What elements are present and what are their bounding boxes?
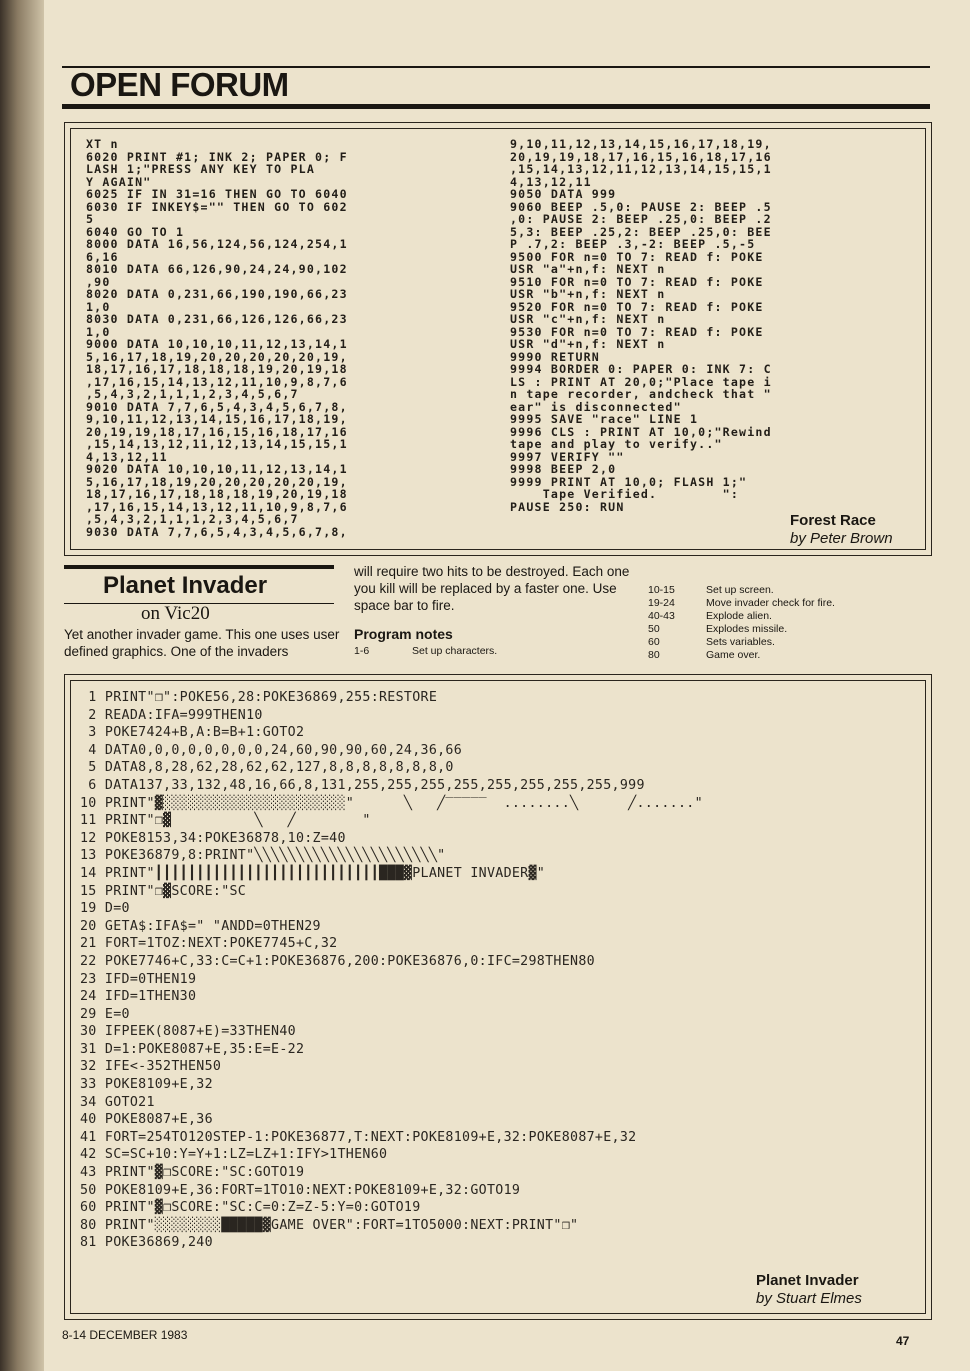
program-notes-left xyxy=(354,645,497,658)
planet-code-line: 42 SC=SC+10:Y=Y+1:LZ=LZ+1:IFY>1THEN60 xyxy=(80,1147,388,1163)
planet-code-line: 10 PRINT"▓░░░░░░░░░░░░░░░░░░░░░░" ╲ ╱‾‾‾‾‾ ........╲ ╱......." xyxy=(80,795,703,811)
program-notes-right xyxy=(648,584,835,662)
forest-code-line: 9998 BEEP 2,0 xyxy=(510,462,617,476)
forest-code-line: 9996 CLS : PRINT AT 10,0;"Rewind xyxy=(510,424,772,439)
forest-code-line: PAUSE 250: RUN xyxy=(510,499,625,514)
planet-code-line: 34 GOTO21 xyxy=(80,1094,155,1110)
forest-code-line: 9510 FOR n=0 TO 7: READ f: POKE xyxy=(510,274,764,289)
forest-code-line: ,5,4,3,2,1,1,1,2,3,4,5,6,7 xyxy=(86,512,299,526)
planet-code-line: 50 POKE8109+E,36:FORT=1TO10:NEXT:POKE8109+E,32:GOTO19 xyxy=(80,1182,521,1198)
forest-code-line: P .7,2: BEEP .3,-2: BEEP .5,-5 xyxy=(510,237,756,251)
planet-code-line: 1 PRINT"❒":POKE56,28:POKE36869,255:RESTORE xyxy=(80,690,438,705)
program-note-lines: 60 xyxy=(648,636,660,648)
planet-code-line: 3 POKE7424+B,A:B=B+1:GOTO2 xyxy=(80,725,305,741)
forest-code-line: 4,13,12,11 xyxy=(86,449,168,464)
planet-code-line: 12 POKE8153,34:POKE36878,10:Z=40 xyxy=(80,830,346,846)
program-note-lines: 40-43 xyxy=(648,610,675,622)
forest-code-line: ,17,16,15,14,13,12,11,10,9,8,7,6 xyxy=(86,499,348,514)
program-note-row xyxy=(648,636,835,649)
forest-code-line: 8030 DATA 0,231,66,126,126,66,23 xyxy=(86,312,348,326)
program-note-row xyxy=(648,584,835,597)
forest-code-line: ,5,4,3,2,1,1,1,2,3,4,5,6,7 xyxy=(86,387,299,401)
forest-code-line: tape and play to verify.." xyxy=(510,437,723,451)
forest-listing-left-column xyxy=(86,138,348,538)
planet-code-line: 6 DATA137,33,132,48,16,66,8,131,255,255,255,255,255,255,255,255,999 xyxy=(80,777,645,793)
forest-code-line: 8020 DATA 0,231,66,190,190,66,23 xyxy=(86,287,348,301)
forest-code-line: USR "c"+n,f: NEXT n xyxy=(510,312,666,326)
program-note-row xyxy=(354,645,497,658)
program-note-desc: Move invader check for fire. xyxy=(706,597,835,609)
planet-code-line: 33 POKE8109+E,32 xyxy=(80,1077,213,1093)
planet-code-line: 14 PRINT"┃┃┃┃┃┃┃┃┃┃┃┃┃┃┃┃┃┃┃┃┃┃┃┃┃┃┃███▓PLANET INVADER▓" xyxy=(80,865,546,881)
forest-code-line: 9060 BEEP .5,0: PAUSE 2: BEEP .5 xyxy=(510,199,772,214)
forest-code-line: 9020 DATA 10,10,10,11,12,13,14,1 xyxy=(86,462,348,476)
forest-code-line: ,15,14,13,12,11,12,13,14,15,15,1 xyxy=(86,437,348,451)
forest-code-line: 1,0 xyxy=(86,299,111,314)
forest-code-line: 18,17,16,17,18,18,18,19,20,19,18 xyxy=(86,487,348,501)
program-note-lines: 1-6 xyxy=(354,645,370,657)
forest-code-line: 9530 FOR n=0 TO 7: READ f: POKE xyxy=(510,324,764,339)
forest-code-line: 9,10,11,12,13,14,15,16,17,18,19, xyxy=(510,137,772,151)
forest-code-line: 9500 FOR n=0 TO 7: READ f: POKE xyxy=(510,249,764,264)
planet-code-line: 31 D=1:POKE8087+E,35:E=E-22 xyxy=(80,1041,305,1057)
forest-code-line: 9,10,11,12,13,14,15,16,17,18,19, xyxy=(86,412,348,426)
planet-credit-title: Planet Invader xyxy=(756,1272,859,1289)
forest-code-line: 6030 IF INKEY$="" THEN GO TO 602 xyxy=(86,199,348,214)
planet-code-line: 21 FORT=1TOZ:NEXT:POKE7745+C,32 xyxy=(80,936,338,952)
planet-invader-listing xyxy=(80,689,703,1252)
program-note-row xyxy=(648,597,835,610)
forest-code-line: USR "a"+n,f: NEXT n xyxy=(510,262,666,276)
forest-code-line: ,17,16,15,14,13,12,11,10,9,8,7,6 xyxy=(86,374,348,389)
planet-code-line: 22 POKE7746+C,33:C=C+1:POKE36876,200:POKE36876,0:IFC=298THEN80 xyxy=(80,953,595,969)
program-note-desc: Sets variables. xyxy=(706,636,775,648)
planet-code-line: 60 PRINT"▓❒SCORE:"SC:C=0:Z=Z-5:Y=0:GOTO19 xyxy=(80,1200,421,1216)
program-note-lines: 50 xyxy=(648,623,660,635)
program-note-row xyxy=(648,623,835,636)
forest-code-line: 8010 DATA 66,126,90,24,24,90,102 xyxy=(86,262,348,276)
program-note-desc: Explode alien. xyxy=(706,610,772,622)
planet-code-line: 30 IFPEEK(8087+E)=33THEN40 xyxy=(80,1024,296,1040)
planet-invader-title: Planet Invader xyxy=(103,572,268,599)
forest-code-line: ,0: PAUSE 2: BEEP .25,0: BEEP .2 xyxy=(510,212,772,226)
forest-code-line: 1,0 xyxy=(86,324,111,339)
forest-code-line: USR "b"+n,f: NEXT n xyxy=(510,287,666,301)
program-note-lines: 19-24 xyxy=(648,597,675,609)
program-note-row xyxy=(648,610,835,623)
forest-credit-author: by Peter Brown xyxy=(790,530,893,547)
program-note-row xyxy=(648,649,835,662)
forest-code-line: 6,16 xyxy=(86,249,119,264)
forest-code-line: LS : PRINT AT 20,0;"Place tape i xyxy=(510,374,772,389)
forest-credit-title: Forest Race xyxy=(790,512,876,529)
planet-invader-subtitle: on Vic20 xyxy=(141,603,210,624)
forest-code-line: 9995 SAVE "race" LINE 1 xyxy=(510,412,699,426)
program-note-desc: Explodes missile. xyxy=(706,623,788,635)
issue-date: 8-14 DECEMBER 1983 xyxy=(62,1328,188,1342)
forest-code-line: 9994 BORDER 0: PAPER 0: INK 7: C xyxy=(510,362,772,376)
page-spine-shadow xyxy=(0,0,44,1371)
planet-code-line: 43 PRINT"▓❒SCORE:"SC:GOTO19 xyxy=(80,1165,305,1181)
forest-code-line: 9997 VERIFY "" xyxy=(510,449,625,464)
planet-code-line: 81 POKE36869,240 xyxy=(80,1235,213,1251)
planet-invader-title-rule xyxy=(64,565,334,569)
planet-code-line: 40 POKE8087+E,36 xyxy=(80,1112,213,1128)
forest-code-line: 4,13,12,11 xyxy=(510,174,592,189)
planet-code-line: 20 GETA$:IFA$=" "ANDD=0THEN29 xyxy=(80,918,321,934)
forest-code-line: ear" is disconnected" xyxy=(510,399,682,414)
planet-code-line: 4 DATA0,0,0,0,0,0,0,0,24,60,90,90,60,24,36,66 xyxy=(80,742,463,758)
forest-code-line: 9030 DATA 7,7,6,5,4,3,4,5,6,7,8, xyxy=(86,524,348,539)
forest-code-line: 9010 DATA 7,7,6,5,4,3,4,5,6,7,8, xyxy=(86,399,348,414)
planet-code-line: 23 IFD=0THEN19 xyxy=(80,971,197,987)
forest-code-line: Y AGAIN" xyxy=(86,174,152,189)
planet-invader-intro-continued: will require two hits to be destroyed. Each one you kill will be replaced by a faster one. Use space bar to fire. xyxy=(354,564,630,613)
forest-code-line: 5,16,17,18,19,20,20,20,20,20,19, xyxy=(86,474,348,489)
forest-code-line: 6040 GO TO 1 xyxy=(86,224,185,239)
program-note-desc: Game over. xyxy=(706,649,761,661)
forest-code-line: 5 xyxy=(86,212,95,226)
planet-credit-author: by Stuart Elmes xyxy=(756,1290,862,1307)
forest-code-line: 18,17,16,17,18,18,18,19,20,19,18 xyxy=(86,362,348,376)
header-bottom-rule xyxy=(62,104,930,109)
program-note-lines: 80 xyxy=(648,649,660,661)
forest-code-line: LASH 1;"PRESS ANY KEY TO PLA xyxy=(86,162,316,176)
forest-code-line: 9999 PRINT AT 10,0; FLASH 1;" xyxy=(510,474,748,489)
planet-code-line: 24 IFD=1THEN30 xyxy=(80,989,197,1005)
forest-code-line: 9990 RETURN xyxy=(510,349,600,364)
forest-code-line: 9000 DATA 10,10,10,11,12,13,14,1 xyxy=(86,337,348,351)
program-notes-title: Program notes xyxy=(354,626,453,642)
magazine-page xyxy=(44,0,970,1371)
forest-code-line: ,15,14,13,12,11,12,13,14,15,15,1 xyxy=(510,162,772,176)
planet-code-line: 29 E=0 xyxy=(80,1006,130,1022)
forest-code-line: 20,19,19,18,17,16,15,16,18,17,16 xyxy=(510,149,772,164)
forest-code-line: XT n xyxy=(86,137,119,151)
planet-code-line: 32 IFE<-352THEN50 xyxy=(80,1059,222,1075)
forest-code-line: Tape Verified. ": xyxy=(510,487,740,501)
forest-code-line: 5,16,17,18,19,20,20,20,20,20,19, xyxy=(86,349,348,364)
planet-code-line: 2 READA:IFA=999THEN10 xyxy=(80,707,263,723)
planet-code-line: 19 D=0 xyxy=(80,901,130,917)
section-title: OPEN FORUM xyxy=(70,66,289,103)
forest-code-line: 20,19,19,18,17,16,15,16,18,17,16 xyxy=(86,424,348,439)
planet-code-line: 5 DATA8,8,28,62,28,62,62,127,8,8,8,8,8,8,8,0 xyxy=(80,760,454,776)
planet-code-line: 15 PRINT"❒▓SCORE:"SC xyxy=(80,883,247,899)
program-note-desc: Set up characters. xyxy=(412,645,498,657)
page-number: 47 xyxy=(896,1334,910,1348)
forest-code-line: 8000 DATA 16,56,124,56,124,254,1 xyxy=(86,237,348,251)
forest-code-line: 6020 PRINT #1; INK 2; PAPER 0; F xyxy=(86,149,348,164)
forest-code-line: 9520 FOR n=0 TO 7: READ f: POKE xyxy=(510,299,764,314)
planet-code-line: 41 FORT=254TO120STEP-1:POKE36877,T:NEXT:POKE8109+E,32:POKE8087+E,32 xyxy=(80,1129,637,1145)
planet-code-line: 11 PRINT"❒▓ ╲ ╱ " xyxy=(80,813,371,829)
forest-code-line: ,90 xyxy=(86,274,111,289)
forest-code-line: USR "d"+n,f: NEXT n xyxy=(510,337,666,351)
planet-invader-intro: Yet another invader game. This one uses user defined graphics. One of the invaders xyxy=(64,627,340,659)
forest-code-line: 5,3: BEEP .25,2: BEEP .25,0: BEE xyxy=(510,224,772,239)
forest-code-line: 6025 IF IN 31=16 THEN GO TO 6040 xyxy=(86,187,348,201)
planet-code-line: 13 POKE36879,8:PRINT"╲╲╲╲╲╲╲╲╲╲╲╲╲╲╲╲╲╲╲╲╲╲" xyxy=(80,848,446,864)
forest-listing-right-column xyxy=(510,138,772,513)
planet-code-line: 80 PRINT"░░░░░░░░█████▓GAME OVER":FORT=1TO5000:NEXT:PRINT"❒" xyxy=(80,1217,579,1233)
program-note-lines: 10-15 xyxy=(648,584,675,596)
forest-code-line: 9050 DATA 999 xyxy=(510,187,617,201)
program-note-desc: Set up screen. xyxy=(706,584,774,596)
forest-code-line: n tape recorder, andcheck that " xyxy=(510,387,772,401)
